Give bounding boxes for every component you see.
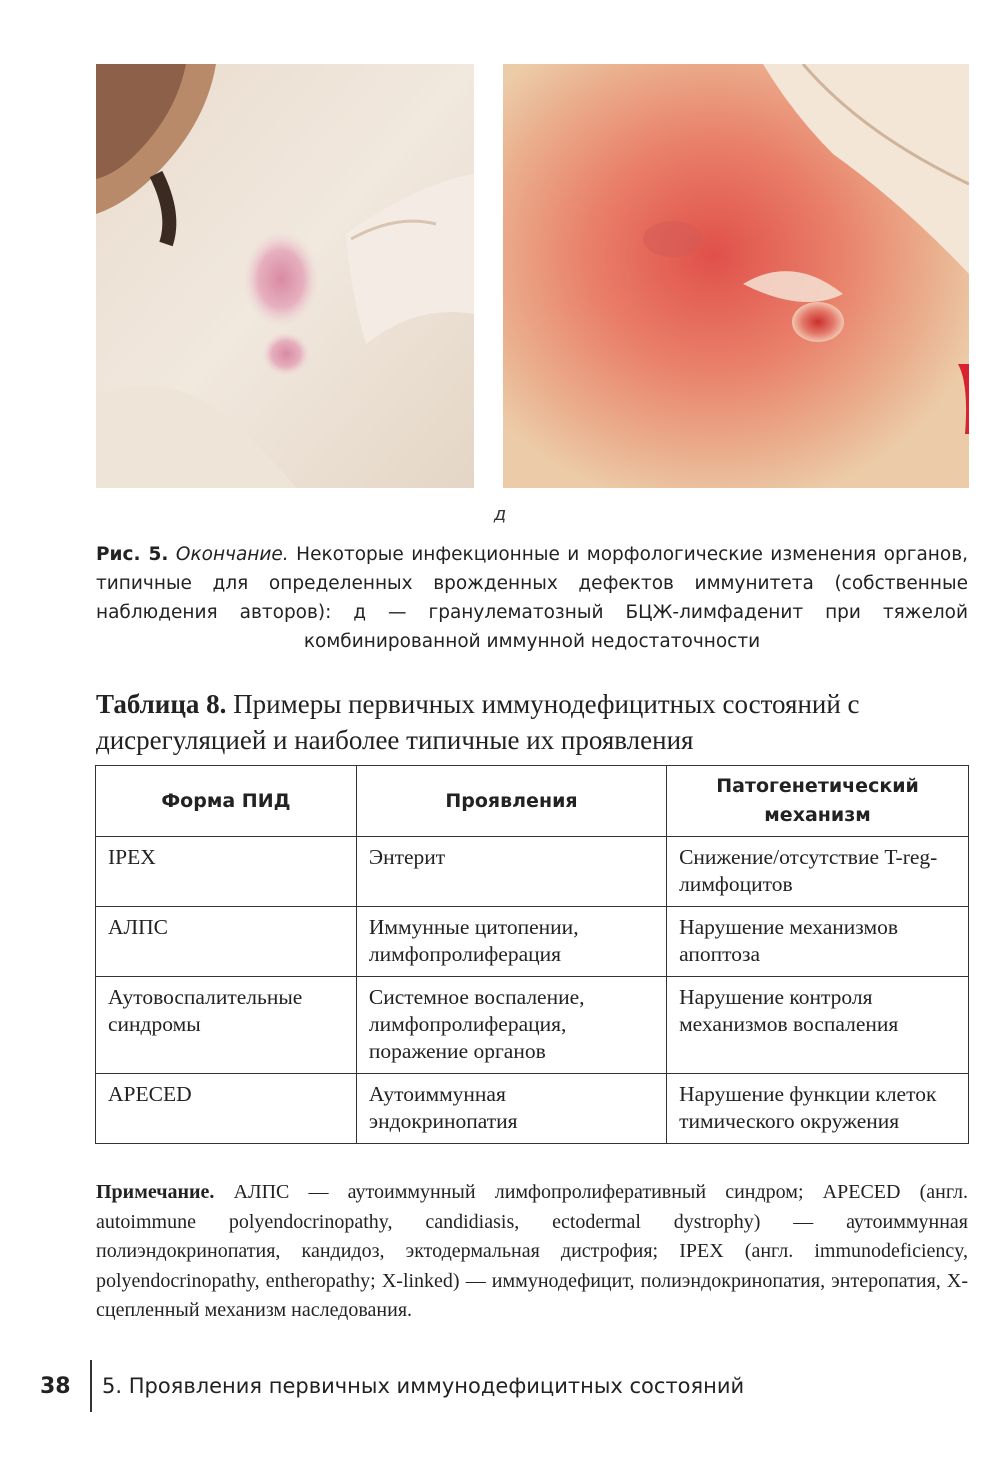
note-text: АЛПС — аутоиммунный лимфопролиферативный синдром; APECED (англ. autoimmune polyendocrinopathy, candidiasis, ectodermal dystrophy) — аутоиммунная полиэндокринопатия, кандидоз, эктодермальная дистрофия; IPEX (англ. immunodeficiency, polyendocrinopathy, entheropathy; X-linked) — иммунодефицит, полиэндокринопатия, энтеропатия, X-сцепленный механизм наследования.: [96, 1181, 968, 1321]
cell-manifestations: Системное воспаление, лимфопролиферация, поражение органов: [356, 977, 666, 1074]
table-row: [96, 977, 969, 1074]
table-note: [96, 1178, 968, 1326]
table-title-label: Таблица 8.: [96, 689, 227, 719]
cell-manifestations: Энтерит: [356, 837, 666, 907]
caption-text: Некоторые инфекционные и морфологические изменения органов, типичные для определенных врожденных дефектов иммунитета (собственные наблюдения авторов): д — гранулематозный БЦЖ-лимфаденит при тяжелой комбинированной иммунной недостаточности: [96, 544, 968, 652]
table-title-text: Примеры первичных иммунодефицитных состояний с дисрегуляцией и наиболее типичные их проявления: [96, 689, 860, 755]
cell-form: APECED: [96, 1074, 357, 1144]
pid-table: [95, 765, 969, 1144]
page-number: 38: [40, 1373, 71, 1399]
note-label: Примечание.: [96, 1181, 215, 1203]
running-head: 5. Проявления первичных иммунодефицитных состояний: [102, 1374, 745, 1398]
cell-manifestations: Аутоиммунная эндокринопатия: [356, 1074, 666, 1144]
figure-caption: [96, 540, 968, 656]
figure-panel-letter: д: [493, 504, 507, 525]
page-footer: [40, 1360, 744, 1412]
figure-photo-right: [503, 64, 969, 488]
cell-mechanism: Нарушение механизмов апоптоза: [667, 907, 969, 977]
table-row: [96, 1074, 969, 1144]
table-header-row: [96, 766, 969, 837]
cell-mechanism: Нарушение контроля механизмов воспаления: [667, 977, 969, 1074]
table-row: [96, 837, 969, 907]
cell-form: Аутовоспалительные синдромы: [96, 977, 357, 1074]
lesion-photo-right-image: [503, 64, 969, 488]
cell-mechanism: Снижение/отсутствие T-reg-лимфоцитов: [667, 837, 969, 907]
table-title: [96, 686, 968, 758]
figure-photo-left: [96, 64, 474, 488]
header-mechanism: Патогенетический механизм: [667, 766, 969, 837]
header-form: Форма ПИД: [96, 766, 357, 837]
table-row: [96, 907, 969, 977]
footer-divider: [90, 1360, 92, 1412]
cell-form: IPEX: [96, 837, 357, 907]
header-manifestations: Проявления: [356, 766, 666, 837]
cell-form: АЛПС: [96, 907, 357, 977]
caption-italic: Окончание.: [175, 544, 289, 565]
lesion-photo-left-image: [96, 64, 474, 488]
caption-label: Рис. 5.: [96, 544, 169, 565]
cell-manifestations: Иммунные цитопении, лимфопролиферация: [356, 907, 666, 977]
cell-mechanism: Нарушение функции клеток тимического окружения: [667, 1074, 969, 1144]
